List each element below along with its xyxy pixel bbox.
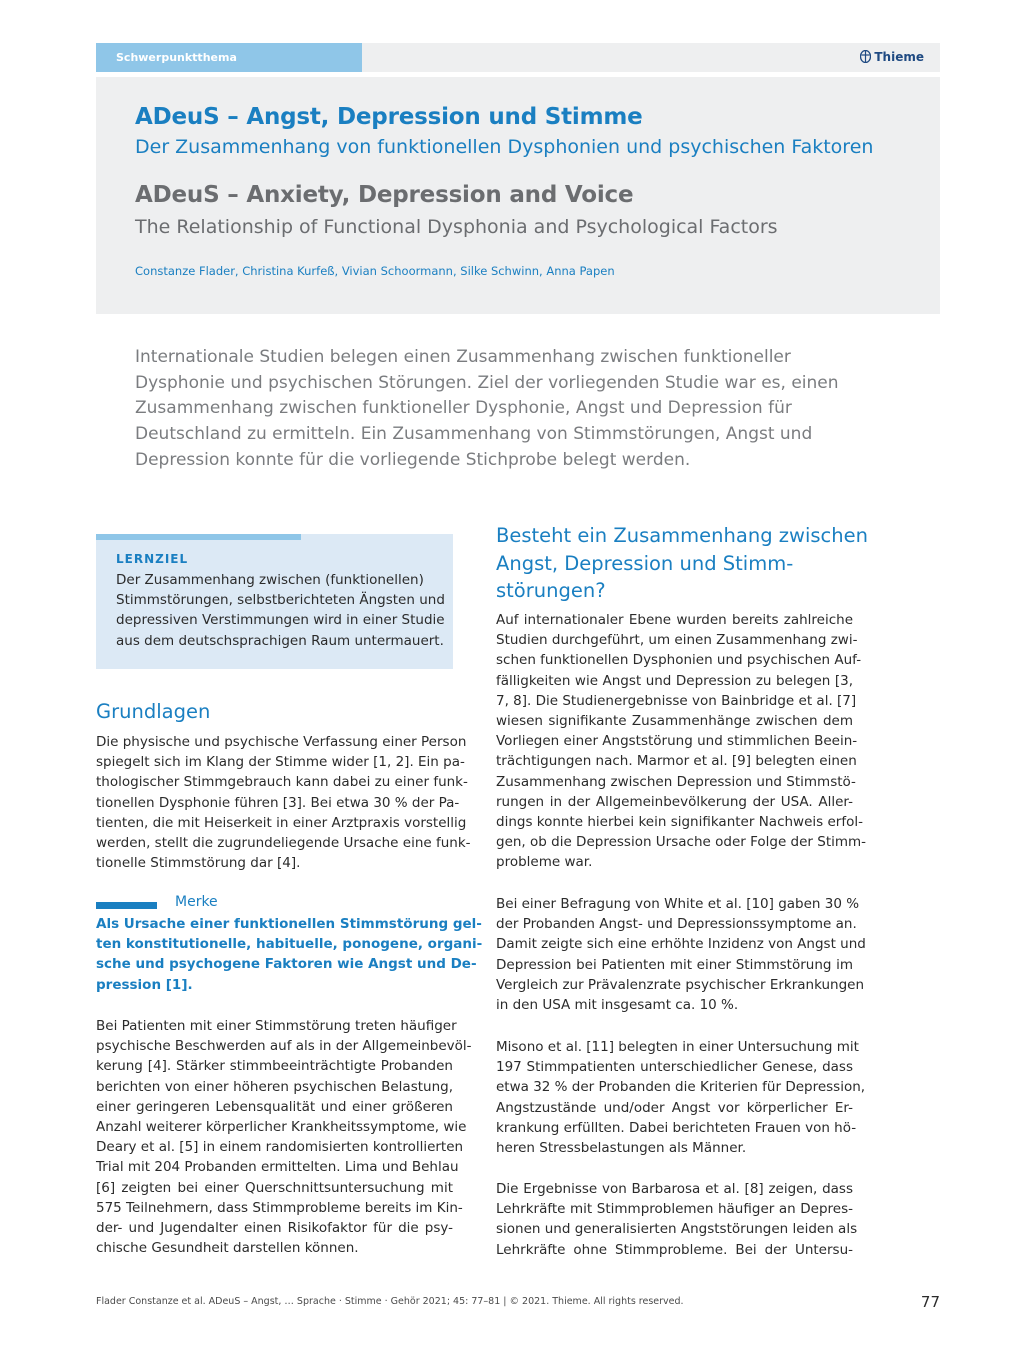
- text-line: dings konnte hierbei kein signifikanter Nachweis erfol-: [496, 814, 863, 831]
- title-block: [96, 77, 940, 314]
- text-line: heren Stressbelastungen als Männer.: [496, 1140, 747, 1157]
- header-bar: [96, 43, 940, 72]
- text-line: krankung erfüllten. Dabei berichteten Frauen von hö-: [496, 1119, 857, 1136]
- learning-goal-box: [96, 534, 453, 669]
- text-line: gen, ob die Depression Ursache oder Folge der Stimm-: [496, 834, 867, 851]
- text-line: Lehrkräfte mit Stimmproblemen häufiger an Depres-: [496, 1201, 853, 1218]
- merke-accent-bar: [96, 902, 157, 909]
- text-line: Die physische und psychische Verfassung einer Person: [96, 734, 467, 750]
- publisher-name: Thieme: [874, 50, 924, 64]
- text-line: [6] zeigten bei einer Querschnittsuntersuchung mit: [96, 1179, 453, 1196]
- english-title: ADeuS – Anxiety, Depression and Voice: [135, 182, 634, 208]
- learning-goal-line: aus dem deutschsprachigen Raum untermauert.: [116, 632, 444, 649]
- text-line: chische Gesundheit darstellen können.: [96, 1240, 359, 1257]
- german-title: ADeuS – Angst, Depression und Stimme: [135, 104, 643, 130]
- learning-goal-line: Der Zusammenhang zwischen (funktionellen): [116, 572, 424, 588]
- text-line: Deary et al. [5] in einem randomisierten kontrollierten: [96, 1139, 464, 1156]
- text-line: Angstzustände und/oder Angst vor körperlicher Er-: [496, 1099, 853, 1116]
- text-line: psychische Beschwerden auf als in der Allgemeinbevöl-: [96, 1038, 472, 1055]
- heading-line: störungen?: [496, 579, 606, 602]
- abstract-line: Depression konnte für die vorliegende Stichprobe belegt werden.: [135, 449, 691, 470]
- text-line: thologischer Stimmgebrauch kann dabei zu einer funk-: [96, 774, 468, 791]
- text-line: Trial mit 204 Probanden ermittelten. Lima und Behlau: [96, 1159, 459, 1176]
- text-line: etwa 32 % der Probanden die Kriterien für Depression,: [496, 1079, 866, 1096]
- learning-goal-heading: LERNZIEL: [116, 552, 189, 566]
- merke-line: sche und psychogene Faktoren wie Angst und De-: [96, 956, 477, 973]
- text-line: trächtigungen nach. Marmor et al. [9] belegten einen: [496, 753, 857, 770]
- merke-line: ten konstitutionelle, habituelle, ponogene, organi-: [96, 936, 483, 953]
- text-line: Die Ergebnisse von Barbarosa et al. [8] zeigen, dass: [496, 1181, 853, 1197]
- abstract-line: Dysphonie und psychischen Störungen. Ziel der vorliegenden Studie war es, einen: [135, 372, 839, 393]
- text-line: sionen und generalisierten Angststörungen leiden als: [496, 1221, 858, 1238]
- english-subtitle: The Relationship of Functional Dysphonia and Psychological Factors: [135, 216, 778, 238]
- grundlagen-paragraph-2: [96, 1016, 472, 1258]
- text-line: 197 Stimmpatienten unterschiedlicher Genese, dass: [496, 1059, 853, 1076]
- learning-goal-accent-bar: [96, 534, 301, 540]
- text-line: einer geringeren Lebensqualität und einer größeren: [96, 1098, 453, 1115]
- text-line: in den USA mit insgesamt ca. 10 %.: [496, 997, 739, 1014]
- merke-text: [96, 914, 483, 995]
- text-line: der Probanden Angst- und Depressionssymptome an.: [496, 916, 857, 933]
- text-line: Misono et al. [11] belegten in einer Untersuchung mit: [496, 1039, 859, 1055]
- abstract-line: Zusammenhang zwischen funktioneller Dysphonie, Angst und Depression für: [135, 398, 792, 419]
- grundlagen-paragraph-1: [96, 732, 471, 873]
- section-heading-zusammenhang: [496, 522, 866, 605]
- text-line: Anzahl weiterer körperlicher Krankheitssymptome, wie: [96, 1119, 467, 1136]
- text-line: tionellen Dysphonie führen [3]. Bei etwa 30 % der Pa-: [96, 794, 460, 811]
- heading-line: Angst, Depression und Stimm-: [496, 551, 794, 575]
- abstract: [135, 345, 855, 474]
- text-line: Vergleich zur Prävalenzrate psychischer Erkrankungen: [496, 976, 865, 993]
- text-line: wiesen signifikante Zusammenhänge zwischen dem: [496, 713, 853, 730]
- abstract-line: Internationale Studien belegen einen Zusammenhang zwischen funktioneller: [135, 347, 791, 367]
- text-line: 575 Teilnehmern, dass Stimmprobleme bereits im Kin-: [96, 1199, 463, 1216]
- merke-heading: Merke: [175, 894, 218, 910]
- text-line: kerung [4]. Stärker stimmbeeinträchtigte Probanden: [96, 1058, 453, 1075]
- text-line: 7, 8]. Die Studienergebnisse von Bainbridge et al. [7]: [496, 692, 857, 709]
- section-tag: Schwerpunktthema: [96, 43, 362, 72]
- merke-line: Als Ursache einer funktionellen Stimmstörung gel-: [96, 916, 482, 932]
- author-list: Constanze Flader, Christina Kurfeß, Vivian Schoormann, Silke Schwinn, Anna Papen: [135, 264, 615, 278]
- page-number: 77: [920, 1293, 940, 1311]
- text-line: Lehrkräfte ohne Stimmprobleme. Bei der Untersu-: [496, 1241, 853, 1258]
- text-line: berichten von einer höheren psychischen Belastung,: [96, 1078, 453, 1095]
- text-line: der- und Jugendalter einen Risikofaktor für die psy-: [96, 1220, 453, 1237]
- right-paragraph-1: [496, 610, 867, 873]
- text-line: Vorliegen einer Angststörung und stimmlichen Beein-: [496, 733, 858, 750]
- text-line: Zusammenhang zwischen Depression und Stimmstö-: [496, 773, 856, 790]
- text-line: spiegelt sich im Klang der Stimme wider [1, 2]. Ein pa-: [96, 754, 465, 771]
- text-line: Studien durchgeführt, um einen Zusammenhang zwi-: [496, 632, 858, 649]
- right-paragraph-4: [496, 1179, 858, 1260]
- text-line: tienten, die mit Heiserkeit in einer Arztpraxis vorstellig: [96, 814, 467, 831]
- text-line: Bei Patienten mit einer Stimmstörung treten häufiger: [96, 1018, 457, 1034]
- text-line: probleme war.: [496, 854, 593, 871]
- text-line: rungen in der Allgemeinbevölkerung der USA. Aller-: [496, 793, 853, 810]
- merke-line: pression [1].: [96, 976, 193, 993]
- learning-goal-line: Stimmstörungen, selbstberichteten Ängsten und: [116, 592, 445, 609]
- abstract-line: Deutschland zu ermitteln. Ein Zusammenhang von Stimmstörungen, Angst und: [135, 424, 813, 445]
- text-line: Depression bei Patienten mit einer Stimmstörung im: [496, 956, 853, 973]
- learning-goal-text: [116, 570, 445, 651]
- text-line: tionelle Stimmstörung dar [4].: [96, 855, 301, 872]
- thieme-logo-icon: [860, 50, 871, 63]
- text-line: Damit zeigte sich eine erhöhte Inzidenz von Angst und: [496, 936, 866, 953]
- right-paragraph-2: [496, 894, 866, 1015]
- section-heading-grundlagen: Grundlagen: [96, 700, 211, 723]
- text-line: Auf internationaler Ebene wurden bereits zahlreiche: [496, 612, 853, 628]
- right-paragraph-3: [496, 1037, 866, 1158]
- text-line: schen funktionellen Dysphonien und psychischen Auf-: [496, 652, 862, 669]
- footer-citation: Flader Constanze et al. ADeuS – Angst, … Sprache · Stimme · Gehör 2021; 45: 77–81 | © 2021. Thieme. All rights reserved.: [96, 1296, 684, 1307]
- publisher-logo: [860, 43, 924, 72]
- text-line: Bei einer Befragung von White et al. [10] gaben 30 %: [496, 896, 860, 912]
- learning-goal-line: depressiven Verstimmungen wird in einer Studie: [116, 612, 445, 629]
- german-subtitle: Der Zusammenhang von funktionellen Dysphonien und psychischen Faktoren: [135, 136, 874, 158]
- heading-line: Besteht ein Zusammenhang zwischen: [496, 524, 868, 547]
- text-line: werden, stellt die zugrundeliegende Ursache eine funk-: [96, 835, 471, 852]
- text-line: fälligkeiten wie Angst und Depression zu belegen [3,: [496, 672, 853, 689]
